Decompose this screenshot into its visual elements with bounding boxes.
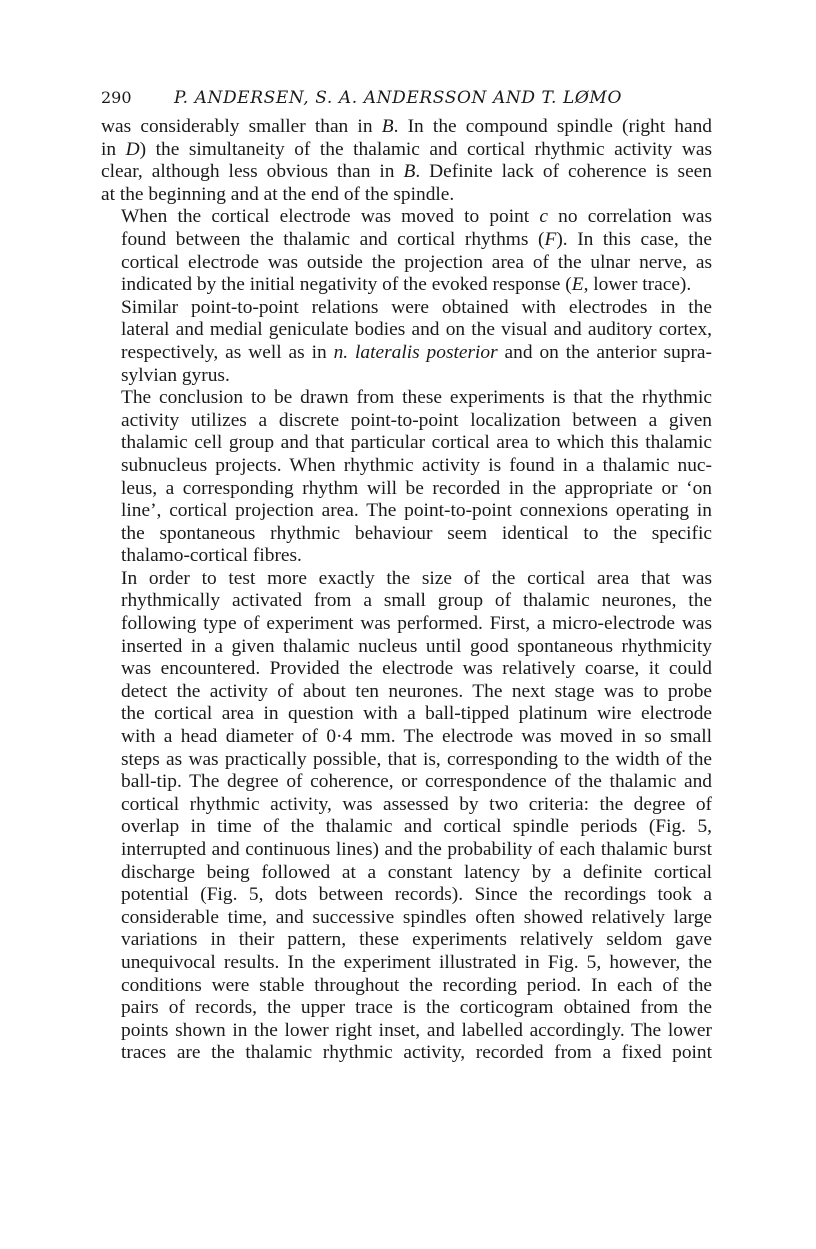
text-segment: rhythmically activated from a small group of thalamic neurones, the (121, 590, 712, 612)
text-segment: interrupted and continuous lines) and the probability of each thalamic burst (121, 839, 712, 860)
text-line (101, 410, 712, 433)
italic-text: F (544, 228, 557, 250)
text-line (101, 726, 712, 749)
text-segment: following type of experiment was performed. First, a micro-electrode was (121, 613, 712, 635)
text-line (101, 139, 712, 162)
text-line (101, 161, 712, 184)
text-segment: was encountered. Provided the electrode was relatively coarse, it could (121, 658, 712, 680)
text-segment: activity utilizes a discrete point-to-point localization between a given (121, 409, 712, 431)
text-segment: thalamo-cortical fibres. (121, 545, 302, 567)
text-line (101, 365, 712, 388)
paragraph (101, 387, 712, 568)
text-segment: variations in their pattern, these experiments relatively seldom gave (121, 929, 712, 951)
text-line (101, 658, 712, 681)
text-line (101, 206, 712, 229)
text-segment: the cortical area in question with a ball-tipped platinum wire electrode (121, 703, 712, 725)
paragraph (101, 568, 712, 1065)
italic-text: B (403, 161, 416, 183)
italic-text: B (381, 116, 394, 137)
text-line (101, 455, 712, 478)
text-segment: subnucleus projects. When rhythmic activity is found in a thalamic nuc- (121, 454, 712, 476)
text-segment: thalamic cell group and that particular cortical area to which this thalamic (121, 432, 712, 454)
text-line (101, 387, 712, 410)
italic-text: c (539, 206, 548, 228)
text-line (101, 975, 712, 998)
text-line (101, 749, 712, 772)
text-line (101, 613, 712, 636)
text-segment: considerable time, and successive spindles often showed relatively large (121, 906, 712, 928)
text-segment: discharge being followed at a constant latency by a definite cortical (121, 861, 712, 883)
text-line (101, 884, 712, 907)
text-segment: sylvian gyrus. (121, 364, 230, 386)
text-segment: cortical rhythmic activity, was assessed by two criteria: the degree of (121, 793, 712, 815)
text-segment: Similar point-to-point relations were obtained with electrodes in the (121, 296, 712, 318)
text-line (101, 500, 712, 523)
text-line (101, 523, 712, 546)
text-line (101, 590, 712, 613)
text-segment: ) the simultaneity of the thalamic and cortical rhythmic activity was (139, 138, 712, 160)
text-line (101, 229, 712, 252)
text-line (101, 116, 712, 139)
text-line (101, 816, 712, 839)
paragraph (101, 297, 712, 387)
text-segment: traces are the thalamic rhythmic activity, recorded from a fixed point (121, 1042, 712, 1064)
italic-text: n. lateralis posterior (333, 341, 498, 363)
text-segment: and on the anterior supra- (497, 341, 712, 363)
text-line (101, 771, 712, 794)
text-segment: , lower trace). (583, 274, 692, 296)
text-segment: ). In this case, the (556, 228, 712, 250)
text-segment: lateral and medial geniculate bodies and on the visual and auditory cortex, (121, 319, 712, 341)
running-title-authors: P. ANDERSEN, S. A. ANDERSSON AND T. LØMO (174, 88, 622, 108)
text-line (101, 1042, 712, 1065)
italic-text: E (571, 274, 584, 296)
text-line (101, 952, 712, 975)
text-line (101, 319, 712, 342)
text-line (101, 297, 712, 320)
text-segment: with a head diameter of 0·4 mm. The electrode was moved in so small (121, 726, 712, 748)
text-segment: steps as was practically possible, that is, corresponding to the width of the (121, 748, 712, 770)
text-line (101, 997, 712, 1020)
text-segment: detect the activity of about ten neurones. The next stage was to probe (121, 680, 712, 702)
text-line (101, 568, 712, 591)
text-line (101, 184, 712, 207)
paragraph (101, 116, 712, 206)
text-line (101, 342, 712, 365)
text-segment: respectively, as well as in (121, 341, 334, 363)
body-text (101, 116, 712, 1065)
text-line (101, 478, 712, 501)
text-line (101, 929, 712, 952)
text-segment: conditions were stable throughout the recording period. In each of the (121, 974, 712, 996)
text-segment: . In the compound spindle (right hand (393, 116, 713, 137)
text-line (101, 681, 712, 704)
text-line (101, 862, 712, 885)
text-segment: overlap in time of the thalamic and cortical spindle periods (Fig. 5, (121, 816, 712, 838)
text-line (101, 907, 712, 930)
text-segment: unequivocal results. In the experiment illustrated in Fig. 5, however, the (121, 951, 712, 973)
text-line (101, 703, 712, 726)
text-segment: indicated by the initial negativity of the evoked response ( (121, 274, 572, 296)
text-segment: points shown in the lower right inset, and labelled accordingly. The lower (121, 1019, 712, 1041)
text-line (101, 794, 712, 817)
text-segment: was considerably smaller than in (101, 116, 382, 137)
text-segment: leus, a corresponding rhythm will be recorded in the appropriate or ‘on (121, 477, 712, 499)
text-segment: line’, cortical projection area. The point-to-point connexions operating in (121, 500, 712, 522)
page-number: 290 (101, 88, 132, 107)
text-segment: no correlation was (547, 206, 713, 228)
text-segment: When the cortical electrode was moved to point (121, 206, 540, 228)
text-segment: inserted in a given thalamic nucleus until good spontaneous rhythmicity (121, 635, 712, 657)
text-line (101, 839, 712, 862)
text-line (101, 252, 712, 275)
text-segment: in (101, 138, 126, 160)
text-segment: The conclusion to be drawn from these experiments is that the rhythmic (121, 387, 712, 409)
text-segment: . Definite lack of coherence is seen (415, 161, 712, 183)
text-segment: at the beginning and at the end of the spindle. (101, 183, 455, 205)
text-segment: potential (Fig. 5, dots between records). Since the recordings took a (121, 884, 712, 906)
text-segment: cortical electrode was outside the projection area of the ulnar nerve, as (121, 251, 712, 273)
text-line (101, 1020, 712, 1043)
running-head (101, 84, 712, 112)
text-segment: In order to test more exactly the size of the cortical area that was (121, 567, 712, 589)
text-line (101, 636, 712, 659)
text-segment: ball-tip. The degree of coherence, or correspondence of the thalamic and (121, 771, 712, 793)
text-line (101, 432, 712, 455)
text-line (101, 545, 712, 568)
italic-text: D (125, 138, 140, 160)
text-segment: found between the thalamic and cortical rhythms ( (121, 228, 545, 250)
paragraph (101, 206, 712, 296)
text-segment: clear, although less obvious than in (101, 161, 404, 183)
text-segment: the spontaneous rhythmic behaviour seem identical to the specific (121, 522, 712, 544)
text-line (101, 274, 712, 297)
journal-page (101, 84, 712, 1065)
text-segment: pairs of records, the upper trace is the corticogram obtained from the (121, 997, 712, 1019)
